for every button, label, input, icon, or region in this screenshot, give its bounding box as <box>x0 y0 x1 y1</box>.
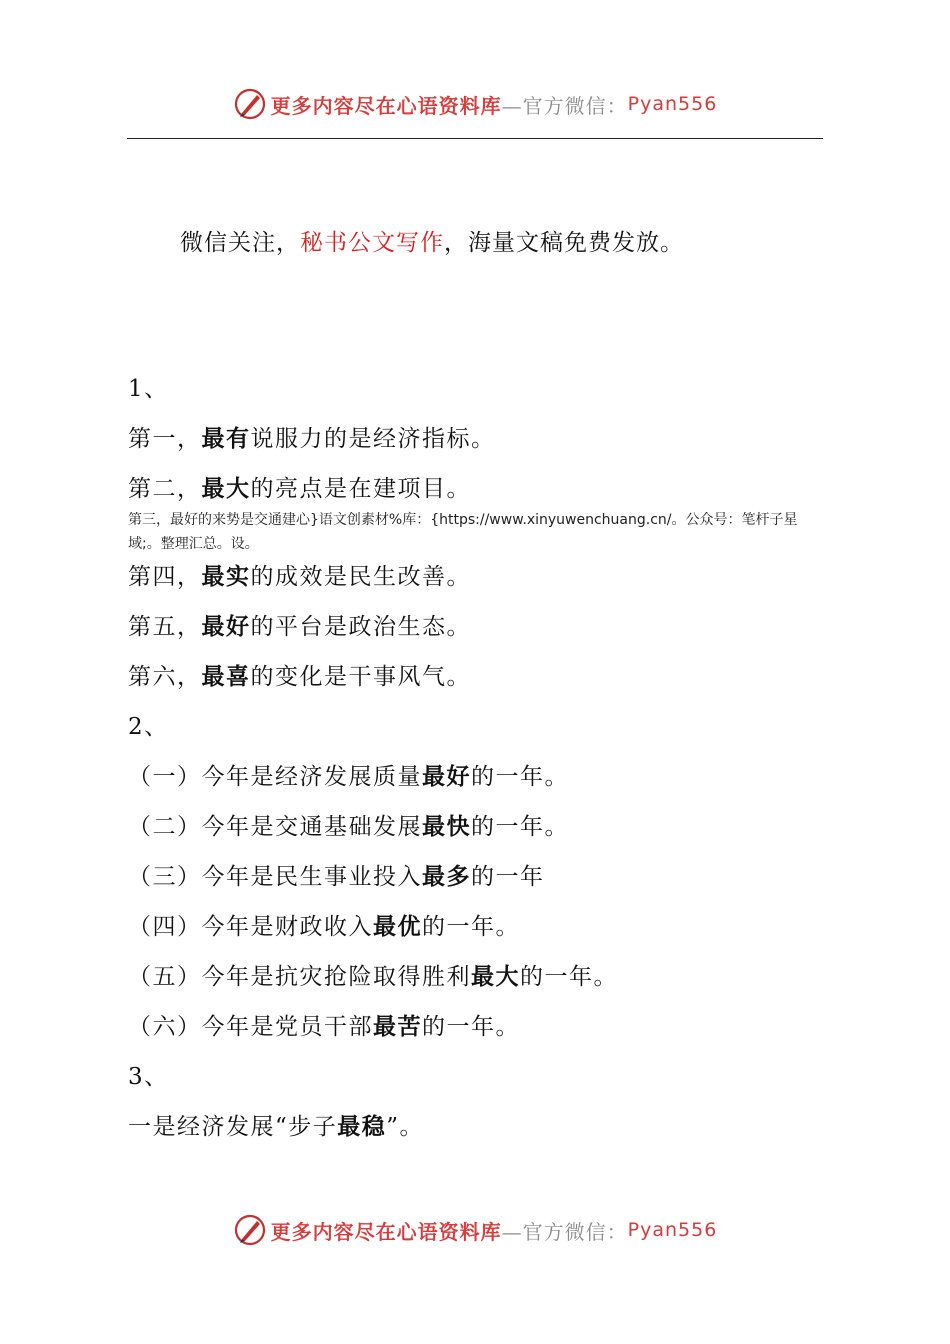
section-2-label: 2、 <box>128 714 169 740</box>
footer-watermark <box>0 1210 950 1250</box>
header-brand: 更多内容尽在心语资料库 <box>270 93 502 118</box>
list-item: （一）今年是经济发展质量最好的一年。 <box>128 764 569 790</box>
list-item: 第五，最好的平台是政治生态。 <box>128 614 471 640</box>
list-item: 第四，最实的成效是民生改善。 <box>128 564 471 590</box>
list-item: （二）今年是交通基础发展最快的一年。 <box>128 814 569 840</box>
list-item: 第一，最有说服力的是经济指标。 <box>128 426 496 452</box>
list-item: 第六，最喜的变化是干事风气。 <box>128 664 471 690</box>
document-body <box>128 372 828 1160</box>
list-item: （三）今年是民生事业投入最多的一年 <box>128 864 545 890</box>
section-1-label: 1、 <box>128 376 169 402</box>
list-item: 第二，最大的亮点是在建项目。 <box>128 476 471 502</box>
list-item: （六）今年是党员干部最苦的一年。 <box>128 1014 520 1040</box>
header-tag: —官方微信： <box>501 93 628 118</box>
list-item: （四）今年是财政收入最优的一年。 <box>128 914 520 940</box>
notice-prefix: 微信关注， <box>180 230 300 256</box>
footer-tag: —官方微信： <box>501 1219 628 1244</box>
pen-logo-icon <box>233 1213 267 1247</box>
list-item: （五）今年是抗灾抢险取得胜利最大的一年。 <box>128 964 618 990</box>
header-id: Pyan556 <box>627 93 718 115</box>
notice-suffix: ，海量文稿免费发放。 <box>444 230 684 256</box>
pen-logo-icon <box>233 87 267 121</box>
header-divider <box>127 138 823 139</box>
notice-line <box>180 224 684 257</box>
header-watermark <box>0 84 950 124</box>
footer-id: Pyan556 <box>627 1219 718 1241</box>
footer-brand: 更多内容尽在心语资料库 <box>270 1219 502 1244</box>
list-item: 一是经济发展“步子最稳”。 <box>128 1114 425 1140</box>
inserted-small-text: 第三，最好的来势是交通建心}语文创素材%库：{https://www.xinyuwenchuang.cn/。公众号：笔杆子星域;。整理汇总。设。 <box>128 512 798 552</box>
notice-highlight: 秘书公文写作 <box>300 230 444 256</box>
section-3-label: 3、 <box>128 1064 169 1090</box>
